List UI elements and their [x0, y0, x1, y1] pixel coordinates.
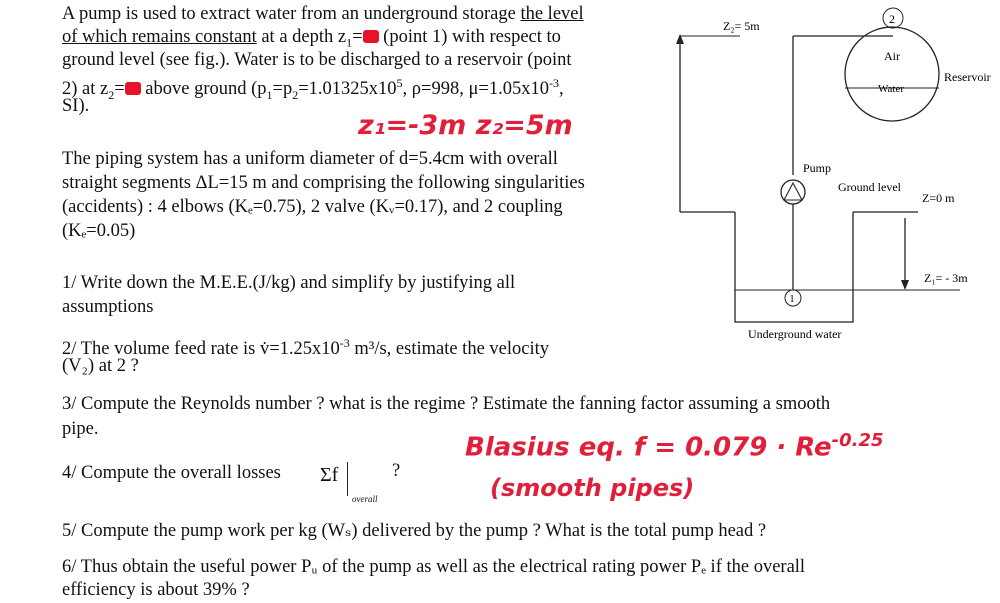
question-5: 5/ Compute the pump work per kg (Wₛ) delivered by the pump ? What is the total pump head ? — [62, 521, 767, 541]
question-1-line-2: assumptions — [62, 297, 154, 317]
piping-line-1: The piping system has a uniform diameter of d=5.4cm with overall — [62, 149, 558, 169]
question-6-line-1: 6/ Thus obtain the useful power Pᵤ of the pump as well as the electrical rating power Pₑ if the overall — [62, 557, 806, 577]
losses-question-mark: ? — [392, 461, 401, 481]
point-2-label: 2 — [889, 12, 895, 26]
handwritten-blasius-line-1 — [465, 430, 884, 463]
superscript: 5 — [396, 76, 403, 90]
subscript: 2 — [292, 87, 299, 102]
reservoir-sphere — [845, 27, 939, 121]
subscript: 1 — [346, 35, 353, 50]
problem-text: at a depth z — [256, 27, 347, 47]
problem-line-5: SI). — [62, 96, 90, 116]
problem-underlined: the level — [520, 4, 584, 24]
reservoir-label: Reservoir — [944, 70, 991, 84]
problem-text: (point 1) with respect to — [378, 27, 561, 47]
handwritten-blasius-line-2: (smooth pipes) — [490, 474, 695, 502]
underground-water-label: Underground water — [748, 327, 842, 341]
problem-text: , — [558, 79, 564, 100]
problem-text: 2) at z — [62, 79, 109, 100]
losses-evaluation-bar — [347, 462, 348, 496]
handwritten-z-values: z₁=-3m z₂=5m — [358, 110, 573, 141]
z1-label: Z₁= - 3m — [924, 271, 968, 285]
problem-text: above ground (p — [140, 79, 267, 100]
piping-line-2: straight segments ΔL=15 m and comprising the following singularities — [62, 173, 585, 193]
question-4: 4/ Compute the overall losses — [62, 463, 281, 483]
redaction-mark — [125, 82, 141, 95]
point-1-label: 1 — [789, 294, 795, 305]
blasius-exponent: -0.25 — [831, 430, 884, 451]
piping-line-3: (accidents) : 4 elbows (Kₑ=0.75), 2 valve (Kᵥ=0.17), and 2 coupling — [62, 197, 563, 217]
superscript: -3 — [548, 76, 559, 90]
z0-label: Z=0 m — [922, 191, 955, 205]
superscript: -3 — [339, 336, 350, 350]
z2-label: Z₂= 5m — [723, 19, 760, 33]
ground-level-label: Ground level — [838, 180, 901, 194]
pump-system-diagram — [660, 0, 1000, 360]
air-label: Air — [884, 49, 900, 63]
arrow-head-icon — [901, 280, 909, 290]
redaction-mark — [363, 30, 379, 43]
subscript: 2 — [108, 87, 115, 102]
question-6-line-2: efficiency is about 39% ? — [62, 580, 250, 600]
problem-text: =1.01325x10 — [298, 79, 397, 100]
question-2-line-2: (V₂) at 2 ? — [62, 356, 139, 376]
subscript: 1 — [266, 87, 273, 102]
problem-underlined: of which remains constant — [62, 27, 257, 47]
problem-text: , ρ=998, μ=1.05x10 — [402, 79, 549, 100]
water-label: Water — [878, 83, 904, 95]
question-1-line-1: 1/ Write down the M.E.E.(J/kg) and simplify by justifying all — [62, 273, 516, 293]
problem-text: = — [114, 79, 125, 100]
question-text: m³/s, estimate the velocity — [349, 339, 550, 360]
question-text: 2/ The volume feed rate is v̇=1.25x10 — [62, 339, 340, 360]
question-3-line-2: pipe. — [62, 419, 99, 439]
problem-text: A pump is used to extract water from an underground storage — [62, 4, 521, 24]
losses-sum-symbol: Σf — [320, 464, 339, 486]
question-3-line-1: 3/ Compute the Reynolds number ? what is the regime ? Estimate the fanning factor assuming a smooth — [62, 394, 831, 414]
problem-text: = — [352, 27, 363, 47]
blasius-formula: Blasius eq. f = 0.079 · Re — [465, 432, 832, 463]
losses-subscript: overall — [352, 494, 378, 504]
pump-triangle-icon — [784, 183, 802, 200]
problem-text: =p — [272, 79, 293, 100]
problem-line-1 — [62, 3, 584, 25]
pump-label: Pump — [803, 161, 832, 175]
problem-line-3: ground level (see fig.). Water is to be discharged to a reservoir (point — [62, 50, 572, 70]
problem-line-4 — [62, 72, 564, 106]
piping-line-4: (Kₑ=0.05) — [62, 221, 136, 241]
